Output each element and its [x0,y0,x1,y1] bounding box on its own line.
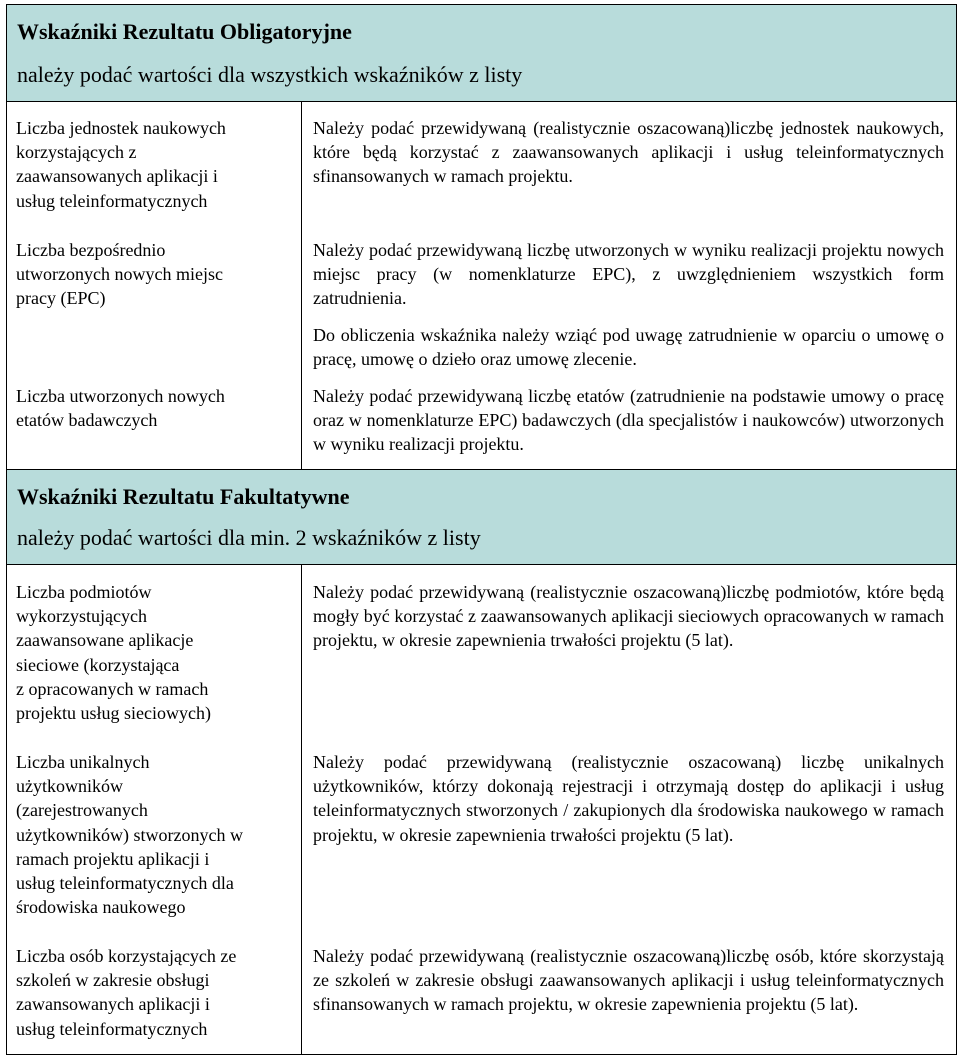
indicator-name: Liczba unikalnych użytkowników (zarejestrowanych użytkowników) stworzonych w ramach projektu aplikacji i usług teleinformatycznych dla środowiska naukowego [16,752,243,918]
indicator-description: Należy podać przewidywaną (realistycznie oszacowaną)liczbę osób, które skorzystają ze szkoleń w zakresie obsługi zaawansowanych aplikacji i usług teleinformatycznych sfinansowanych w ramach projektu, w okresie zapewnienia projektu (5 lat). [313,946,944,1015]
indicator-name: Liczba podmiotów wykorzystujących zaawansowane aplikacje sieciowe (korzystająca z opracowanych w ramach projektu usług sieciowych) [16,582,211,724]
indicator-description: Należy podać przewidywaną liczbę etatów (zatrudnienie na podstawie umowy o pracę oraz w nomenklaturze EPC) badawczych (dla specjalistów i naukowców) utworzonych w wyniku realizacji projektu. [313,386,944,455]
indicator-description-note: Do obliczenia wskaźnika należy wziąć pod uwagę zatrudnienie w oparciu o umowę o pracę, umowę o dzieło oraz umowę zlecenie. [313,325,944,370]
indicator-description: Należy podać przewidywaną (realistycznie oszacowaną) liczbę unikalnych użytkowników, którzy dokonają rejestracji i otrzymają dostęp do aplikacji i usług teleinformatycznych stworzonych / zakupionych dla środowiska naukowego w ramach projektu, w okresie zapewnienia trwałości projektu (5 lat). [313,752,944,845]
indicator-description: Należy podać przewidywaną liczbę utworzonych w wyniku realizacji projektu nowych miejsc pracy (w nomenklaturze EPC), z uwzględnieniem wszystkich form zatrudnienia. [313,240,944,309]
table-border [6,4,957,1055]
section-subtitle: należy podać wartości dla wszystkich wskaźników z listy [17,62,523,87]
section-title: Wskaźniki Rezultatu Fakultatywne [17,484,350,509]
indicator-description: Należy podać przewidywaną (realistycznie oszacowaną)liczbę jednostek naukowych, które będą korzystać z zaawansowanych aplikacji i usług teleinformatycznych sfinansowanych w ramach projektu. [313,118,944,187]
indicator-name: Liczba bezpośrednio utworzonych nowych miejsc pracy (EPC) [16,240,223,309]
section-title: Wskaźniki Rezultatu Obligatoryjne [17,19,352,44]
indicator-description: Należy podać przewidywaną (realistycznie oszacowaną)liczbę podmiotów, które będą mogły być korzystać z zaawansowanych aplikacji sieciowych opracowanych w ramach projektu, w okresie zapewnienia trwałości projektu (5 lat). [313,582,944,651]
indicator-name: Liczba jednostek naukowych korzystających z zaawansowanych aplikacji i usług teleinformatycznych [16,118,226,211]
indicator-name: Liczba osób korzystających ze szkoleń w zakresie obsługi zawansowanych aplikacji i usług teleinformatycznych [16,946,237,1039]
section-subtitle: należy podać wartości dla min. 2 wskaźników z listy [17,525,481,550]
indicator-name: Liczba utworzonych nowych etatów badawczych [16,386,225,431]
